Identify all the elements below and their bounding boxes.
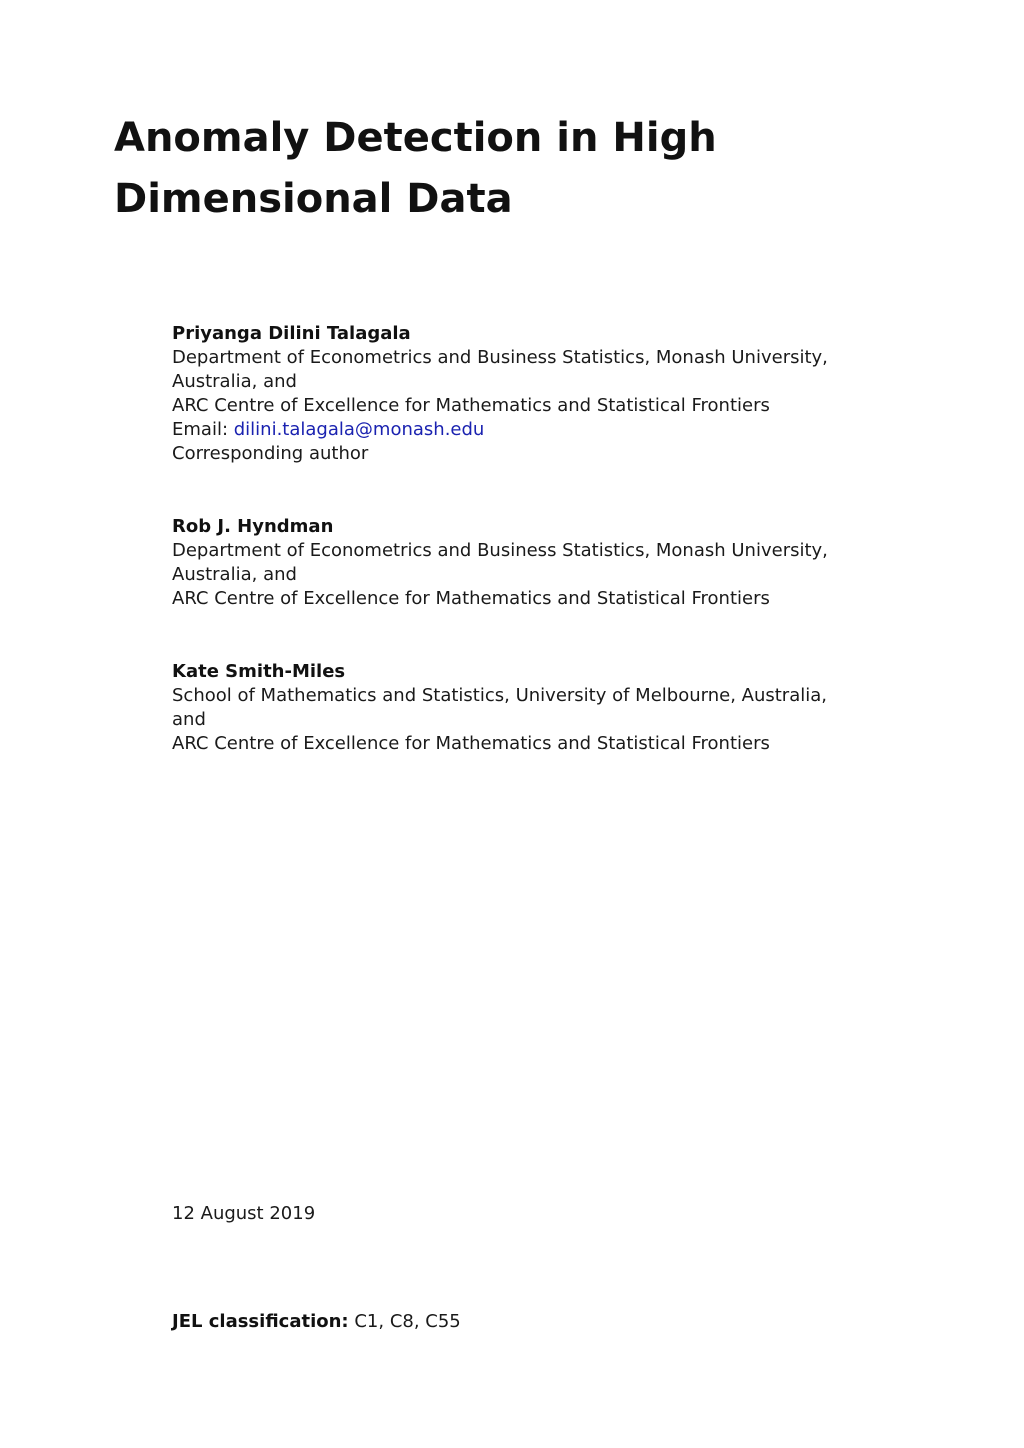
affiliation-line: Department of Econometrics and Business Statistics, Monash University, [172, 540, 828, 561]
jel-value: C1, C8, C55 [354, 1311, 461, 1332]
jel-label: JEL classification: [172, 1311, 349, 1332]
email-label: Email: [172, 419, 229, 440]
affiliation-line: and [172, 709, 206, 730]
affiliation-line: Department of Econometrics and Business Statistics, Monash University, [172, 347, 828, 368]
affiliation-line: ARC Centre of Excellence for Mathematics and Statistical Frontiers [172, 733, 770, 754]
email-line [172, 418, 892, 442]
affiliation-line: Australia, and [172, 371, 297, 392]
author-block-talagala [172, 322, 892, 466]
jel-line [172, 1310, 892, 1334]
affiliation-line: ARC Centre of Excellence for Mathematics and Statistical Frontiers [172, 395, 770, 416]
corresponding-author-note: Corresponding author [172, 443, 369, 464]
affiliation-line: Australia, and [172, 564, 297, 585]
publication-date [172, 1202, 892, 1226]
author-name: Rob J. Hyndman [172, 516, 334, 537]
paper-title-line-2: Dimensional Data [114, 176, 513, 222]
author-name: Kate Smith-Miles [172, 661, 346, 682]
jel-classification [172, 1310, 892, 1334]
affiliation-line: School of Mathematics and Statistics, University of Melbourne, Australia, [172, 685, 827, 706]
date-text: 12 August 2019 [172, 1203, 316, 1224]
author-block-smith-miles [172, 660, 892, 756]
paper-title [114, 108, 914, 230]
author-block-hyndman [172, 515, 892, 611]
author-name: Priyanga Dilini Talagala [172, 323, 411, 344]
email-link[interactable]: dilini.talagala@monash.edu [233, 419, 485, 440]
affiliation-line: ARC Centre of Excellence for Mathematics and Statistical Frontiers [172, 588, 770, 609]
paper-title-line-1: Anomaly Detection in High [114, 115, 717, 161]
